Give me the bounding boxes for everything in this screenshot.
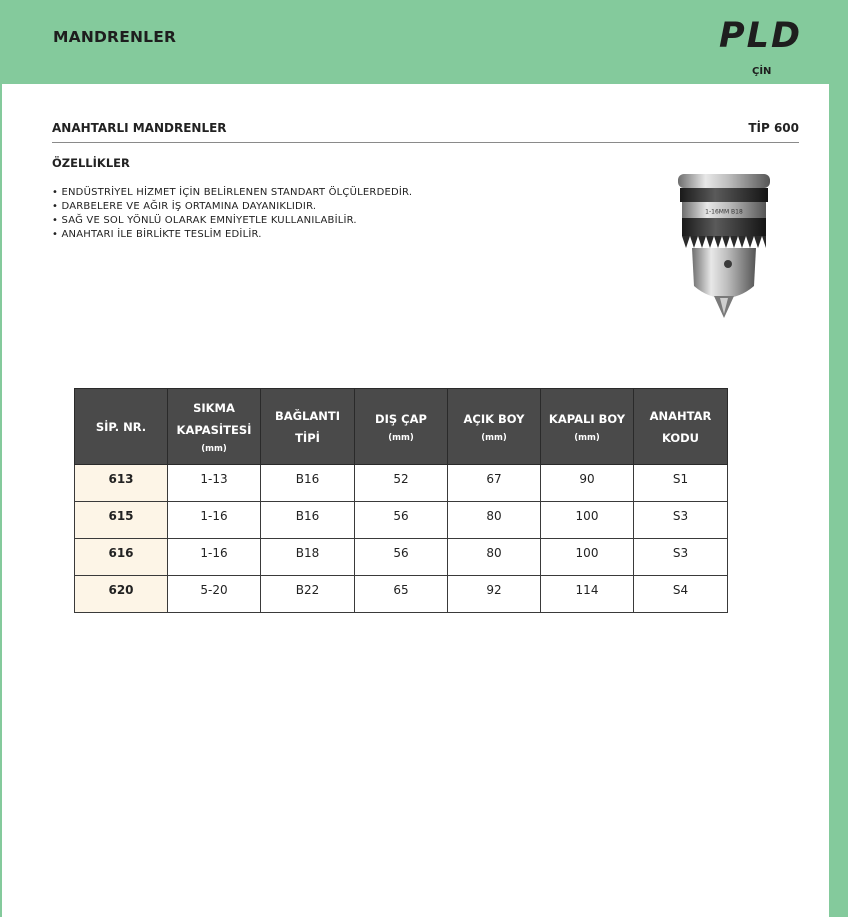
feature-item: • ANAHTARI İLE BİRLİKTE TESLİM EDİLİR. bbox=[52, 228, 412, 242]
table-cell: 1-13 bbox=[168, 465, 261, 502]
drill-chuck-image bbox=[670, 168, 778, 320]
section-title: ANAHTARLI MANDRENLER bbox=[52, 121, 227, 135]
table-cell: S4 bbox=[634, 576, 728, 613]
col-header-closed-length: KAPALI BOY (mm) bbox=[541, 389, 634, 465]
table-cell: B22 bbox=[261, 576, 355, 613]
table-cell: 65 bbox=[355, 576, 448, 613]
order-no-cell: 616 bbox=[75, 539, 168, 576]
table-cell: B16 bbox=[261, 465, 355, 502]
table-row bbox=[75, 465, 728, 502]
table-cell: 100 bbox=[541, 539, 634, 576]
table-cell: B18 bbox=[261, 539, 355, 576]
table-cell: B16 bbox=[261, 502, 355, 539]
divider bbox=[52, 142, 799, 143]
table-row bbox=[75, 539, 728, 576]
table-cell: 90 bbox=[541, 465, 634, 502]
left-border-line bbox=[0, 0, 2, 917]
table-cell: 56 bbox=[355, 539, 448, 576]
table-header-row bbox=[75, 389, 728, 465]
order-no-cell: 615 bbox=[75, 502, 168, 539]
brand-logo: PLD bbox=[719, 16, 803, 56]
features-list bbox=[52, 186, 412, 242]
right-border-band bbox=[829, 0, 848, 917]
col-header-connection-type: BAĞLANTI TİPİ bbox=[261, 389, 355, 465]
col-header-key-code: ANAHTAR KODU bbox=[634, 389, 728, 465]
table-cell: 5-20 bbox=[168, 576, 261, 613]
table-cell: 80 bbox=[448, 539, 541, 576]
table-cell: 114 bbox=[541, 576, 634, 613]
features-title: ÖZELLİKLER bbox=[52, 156, 130, 170]
chuck-engraving: 1-16MM B18 bbox=[705, 208, 743, 216]
col-header-clamping-capacity: SIKMA KAPASİTESİ (mm) bbox=[168, 389, 261, 465]
brand-origin: ÇİN bbox=[752, 66, 772, 77]
table-cell: 67 bbox=[448, 465, 541, 502]
table-row bbox=[75, 502, 728, 539]
table-cell: 92 bbox=[448, 576, 541, 613]
table-cell: S1 bbox=[634, 465, 728, 502]
table-row bbox=[75, 576, 728, 613]
feature-item: • SAĞ VE SOL YÖNLÜ OLARAK EMNİYETLE KULLANILABİLİR. bbox=[52, 214, 412, 228]
page-title: MANDRENLER bbox=[53, 28, 177, 46]
order-no-cell: 620 bbox=[75, 576, 168, 613]
feature-item: • DARBELERE VE AĞIR İŞ ORTAMINA DAYANIKLIDIR. bbox=[52, 200, 412, 214]
type-label: TİP 600 bbox=[748, 121, 799, 135]
table-cell: 1-16 bbox=[168, 539, 261, 576]
table-cell: S3 bbox=[634, 502, 728, 539]
table-cell: 52 bbox=[355, 465, 448, 502]
table-cell: 80 bbox=[448, 502, 541, 539]
table-cell: 56 bbox=[355, 502, 448, 539]
table-cell: 100 bbox=[541, 502, 634, 539]
col-header-open-length: AÇIK BOY (mm) bbox=[448, 389, 541, 465]
order-no-cell: 613 bbox=[75, 465, 168, 502]
spec-table bbox=[74, 388, 728, 613]
feature-item: • ENDÜSTRİYEL HİZMET İÇİN BELİRLENEN STANDART ÖLÇÜLERDEDİR. bbox=[52, 186, 412, 200]
table-cell: S3 bbox=[634, 539, 728, 576]
col-header-outer-diameter: DIŞ ÇAP (mm) bbox=[355, 389, 448, 465]
col-header-order-no: SİP. NR. bbox=[75, 389, 168, 465]
table-cell: 1-16 bbox=[168, 502, 261, 539]
